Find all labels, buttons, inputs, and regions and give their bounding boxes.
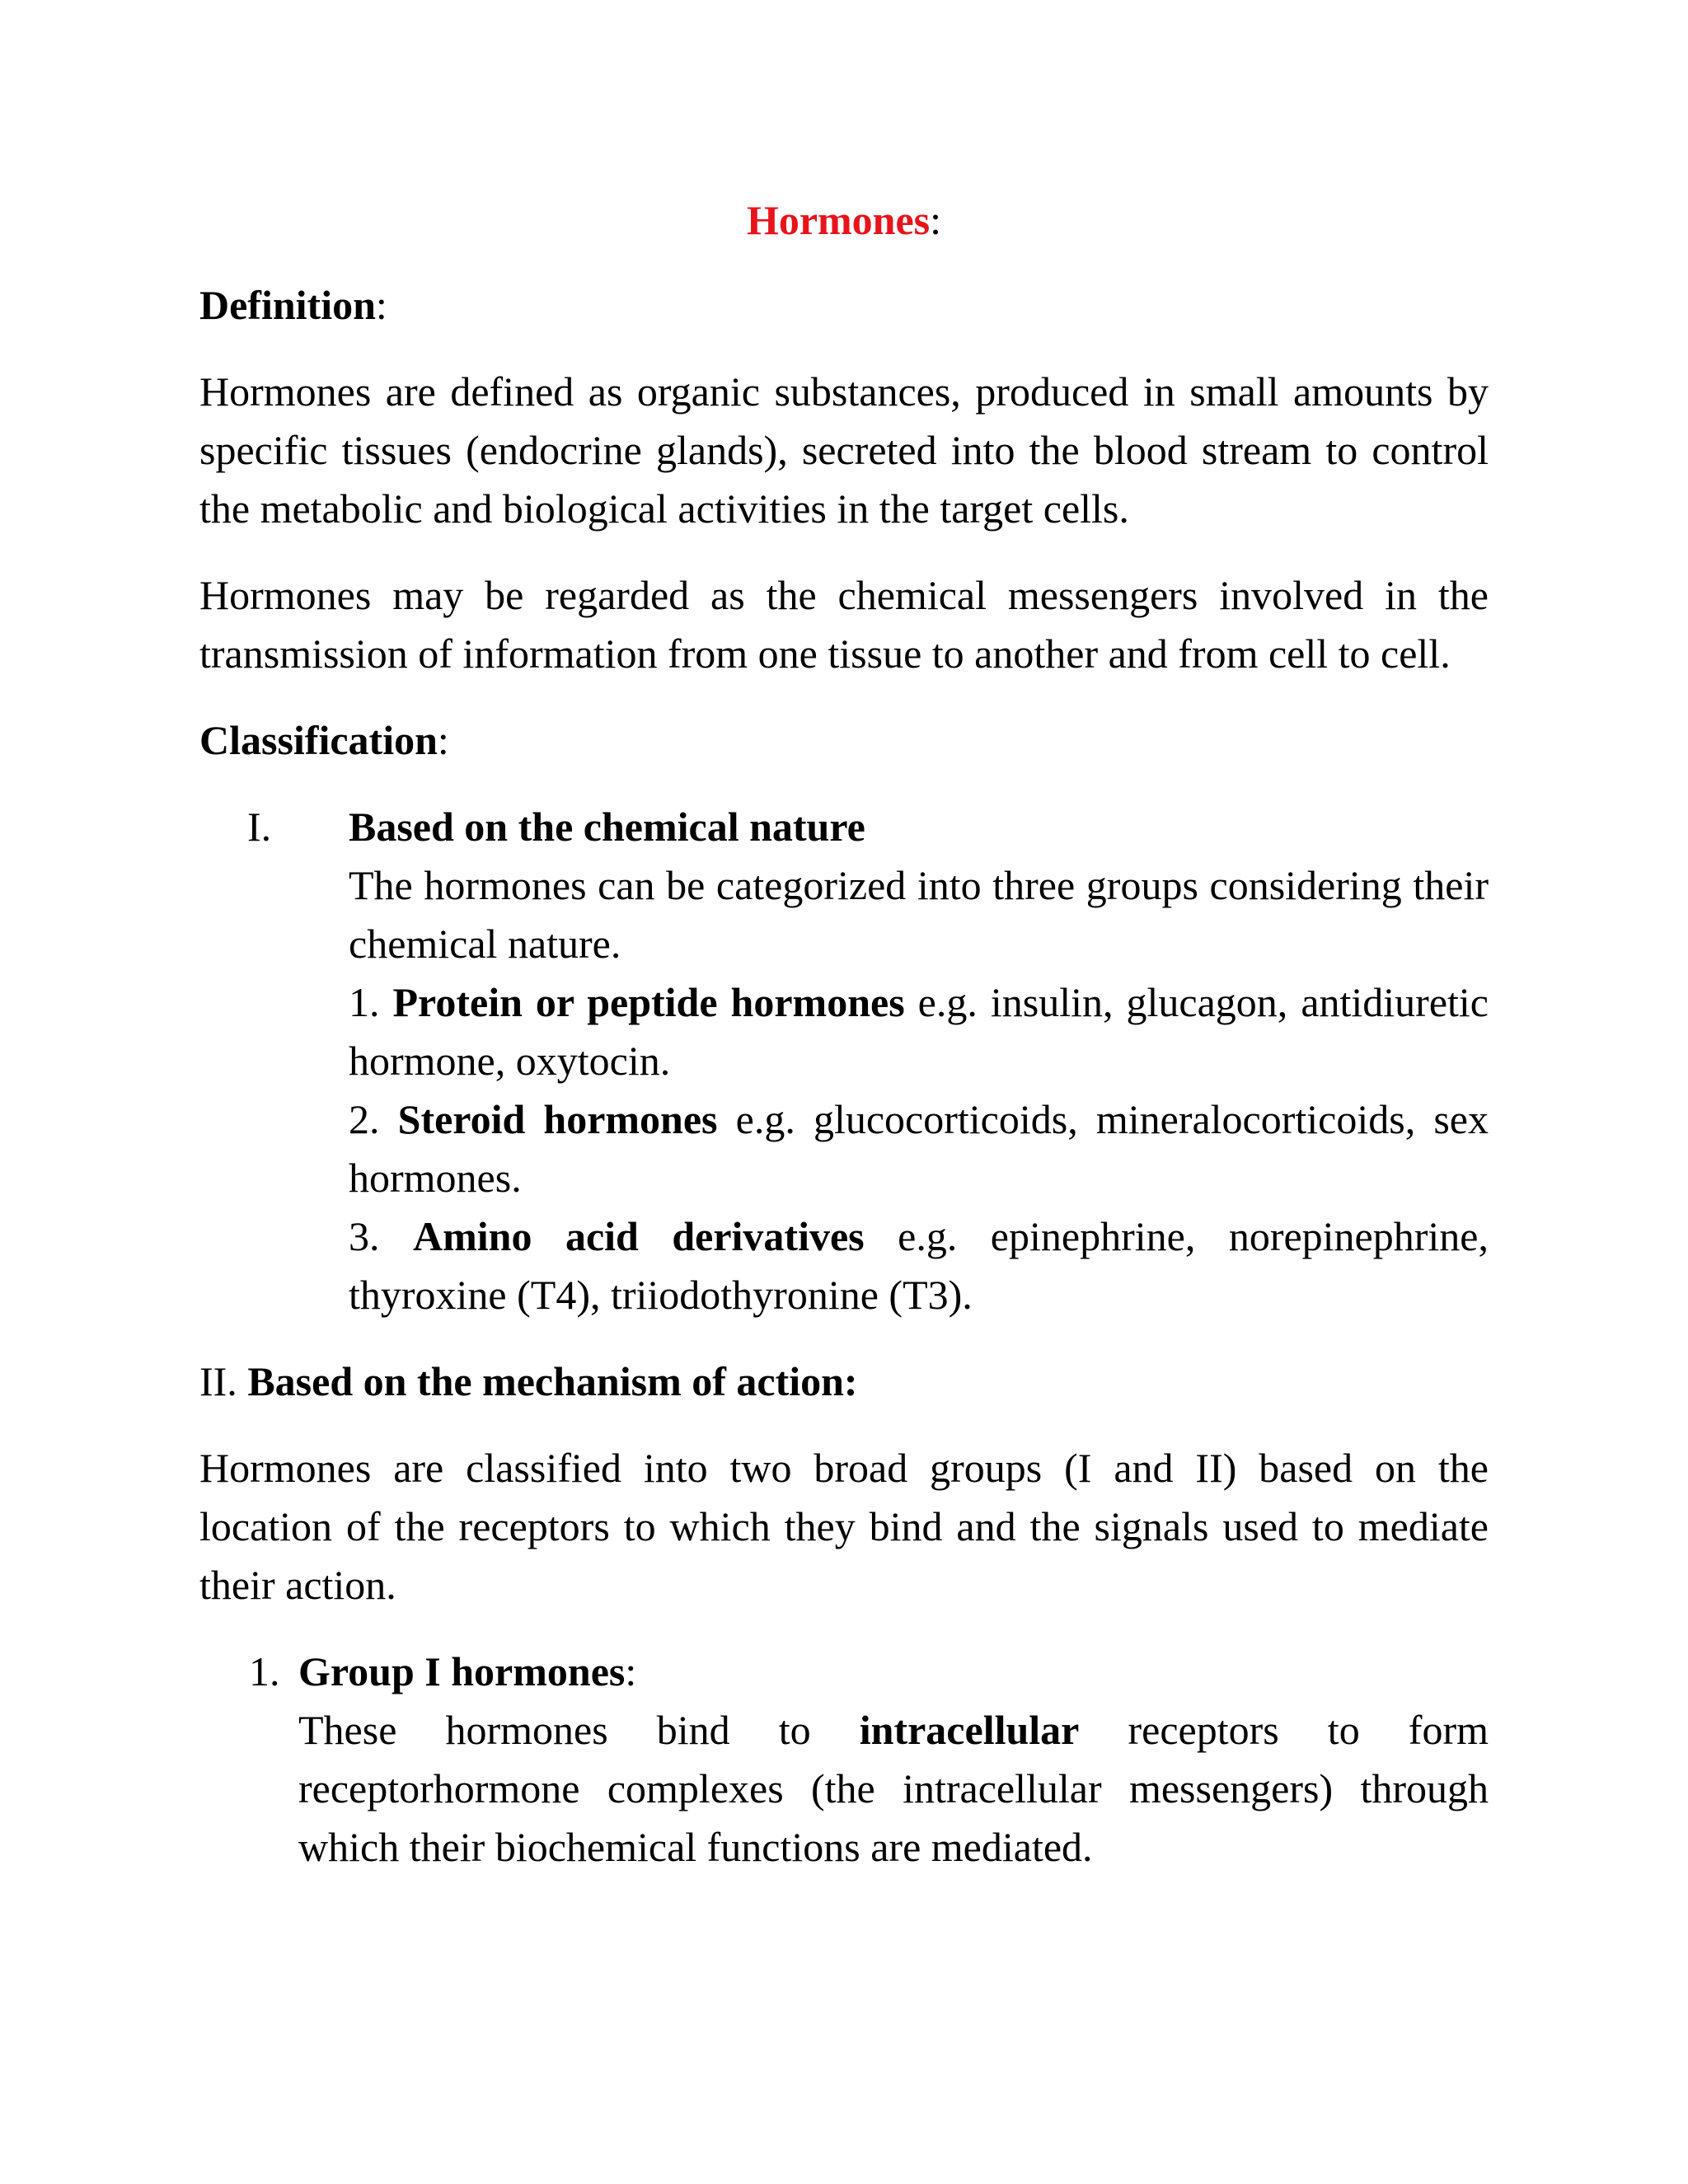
page-title [199, 191, 1489, 250]
definition-heading-text: Definition [199, 282, 376, 328]
classification-section-mechanism [199, 1352, 1489, 1411]
section2-numeral: II. [199, 1358, 237, 1404]
title-text: Hormones [746, 197, 931, 243]
section-numeral: I. [247, 804, 272, 850]
classification-heading-colon: : [437, 717, 449, 763]
section-heading: Based on the chemical nature [349, 804, 865, 850]
classification-heading [199, 711, 1489, 770]
mechanism-paragraph: Hormones are classified into two broad groups (I and II) based on the location of the receptors to which they bind and the signals used to mediate their action. [199, 1445, 1489, 1608]
list-item-amino-acid-derivatives: 3. Amino acid derivatives e.g. epinephrine, norepinephrine, thyroxine (T4), triiodothyronine (T3). [349, 1213, 1489, 1318]
group-1-number: 1. [249, 1648, 280, 1694]
group-1-heading: Group I hormones: [298, 1648, 637, 1694]
definition-heading [199, 276, 1489, 335]
list-item-steroid-hormones: 2. Steroid hormones e.g. glucocorticoids, mineralocorticoids, sex hormones. [349, 1096, 1489, 1201]
group-1-item [199, 1643, 1489, 1877]
title-colon: : [930, 197, 942, 243]
definition-heading-colon: : [375, 282, 387, 328]
section-intro: The hormones can be categorized into three groups considering their chemical nature. [349, 862, 1489, 967]
classification-section-chemical-nature [199, 798, 1489, 1324]
definition-paragraph-1: Hormones are defined as organic substances, produced in small amounts by specific tissues (endocrine glands), secreted into the blood stream to control the metabolic and biological activities in the target cells. [199, 368, 1489, 532]
section2-heading: Based on the mechanism of action: [247, 1358, 858, 1404]
classification-heading-text: Classification [199, 717, 438, 763]
list-item-protein-hormones: 1. Protein or peptide hormones e.g. insulin, glucagon, antidiuretic hormone, oxytocin. [349, 979, 1489, 1084]
definition-paragraph-2: Hormones may be regarded as the chemical messengers involved in the transmission of information from one tissue to another and from cell to cell. [199, 572, 1489, 677]
group-1-description: These hormones bind to intracellular receptors to form receptorhormone complexes (the intracellular messengers) through which their biochemical functions are mediated. [298, 1707, 1489, 1870]
document-page [199, 191, 1489, 1877]
